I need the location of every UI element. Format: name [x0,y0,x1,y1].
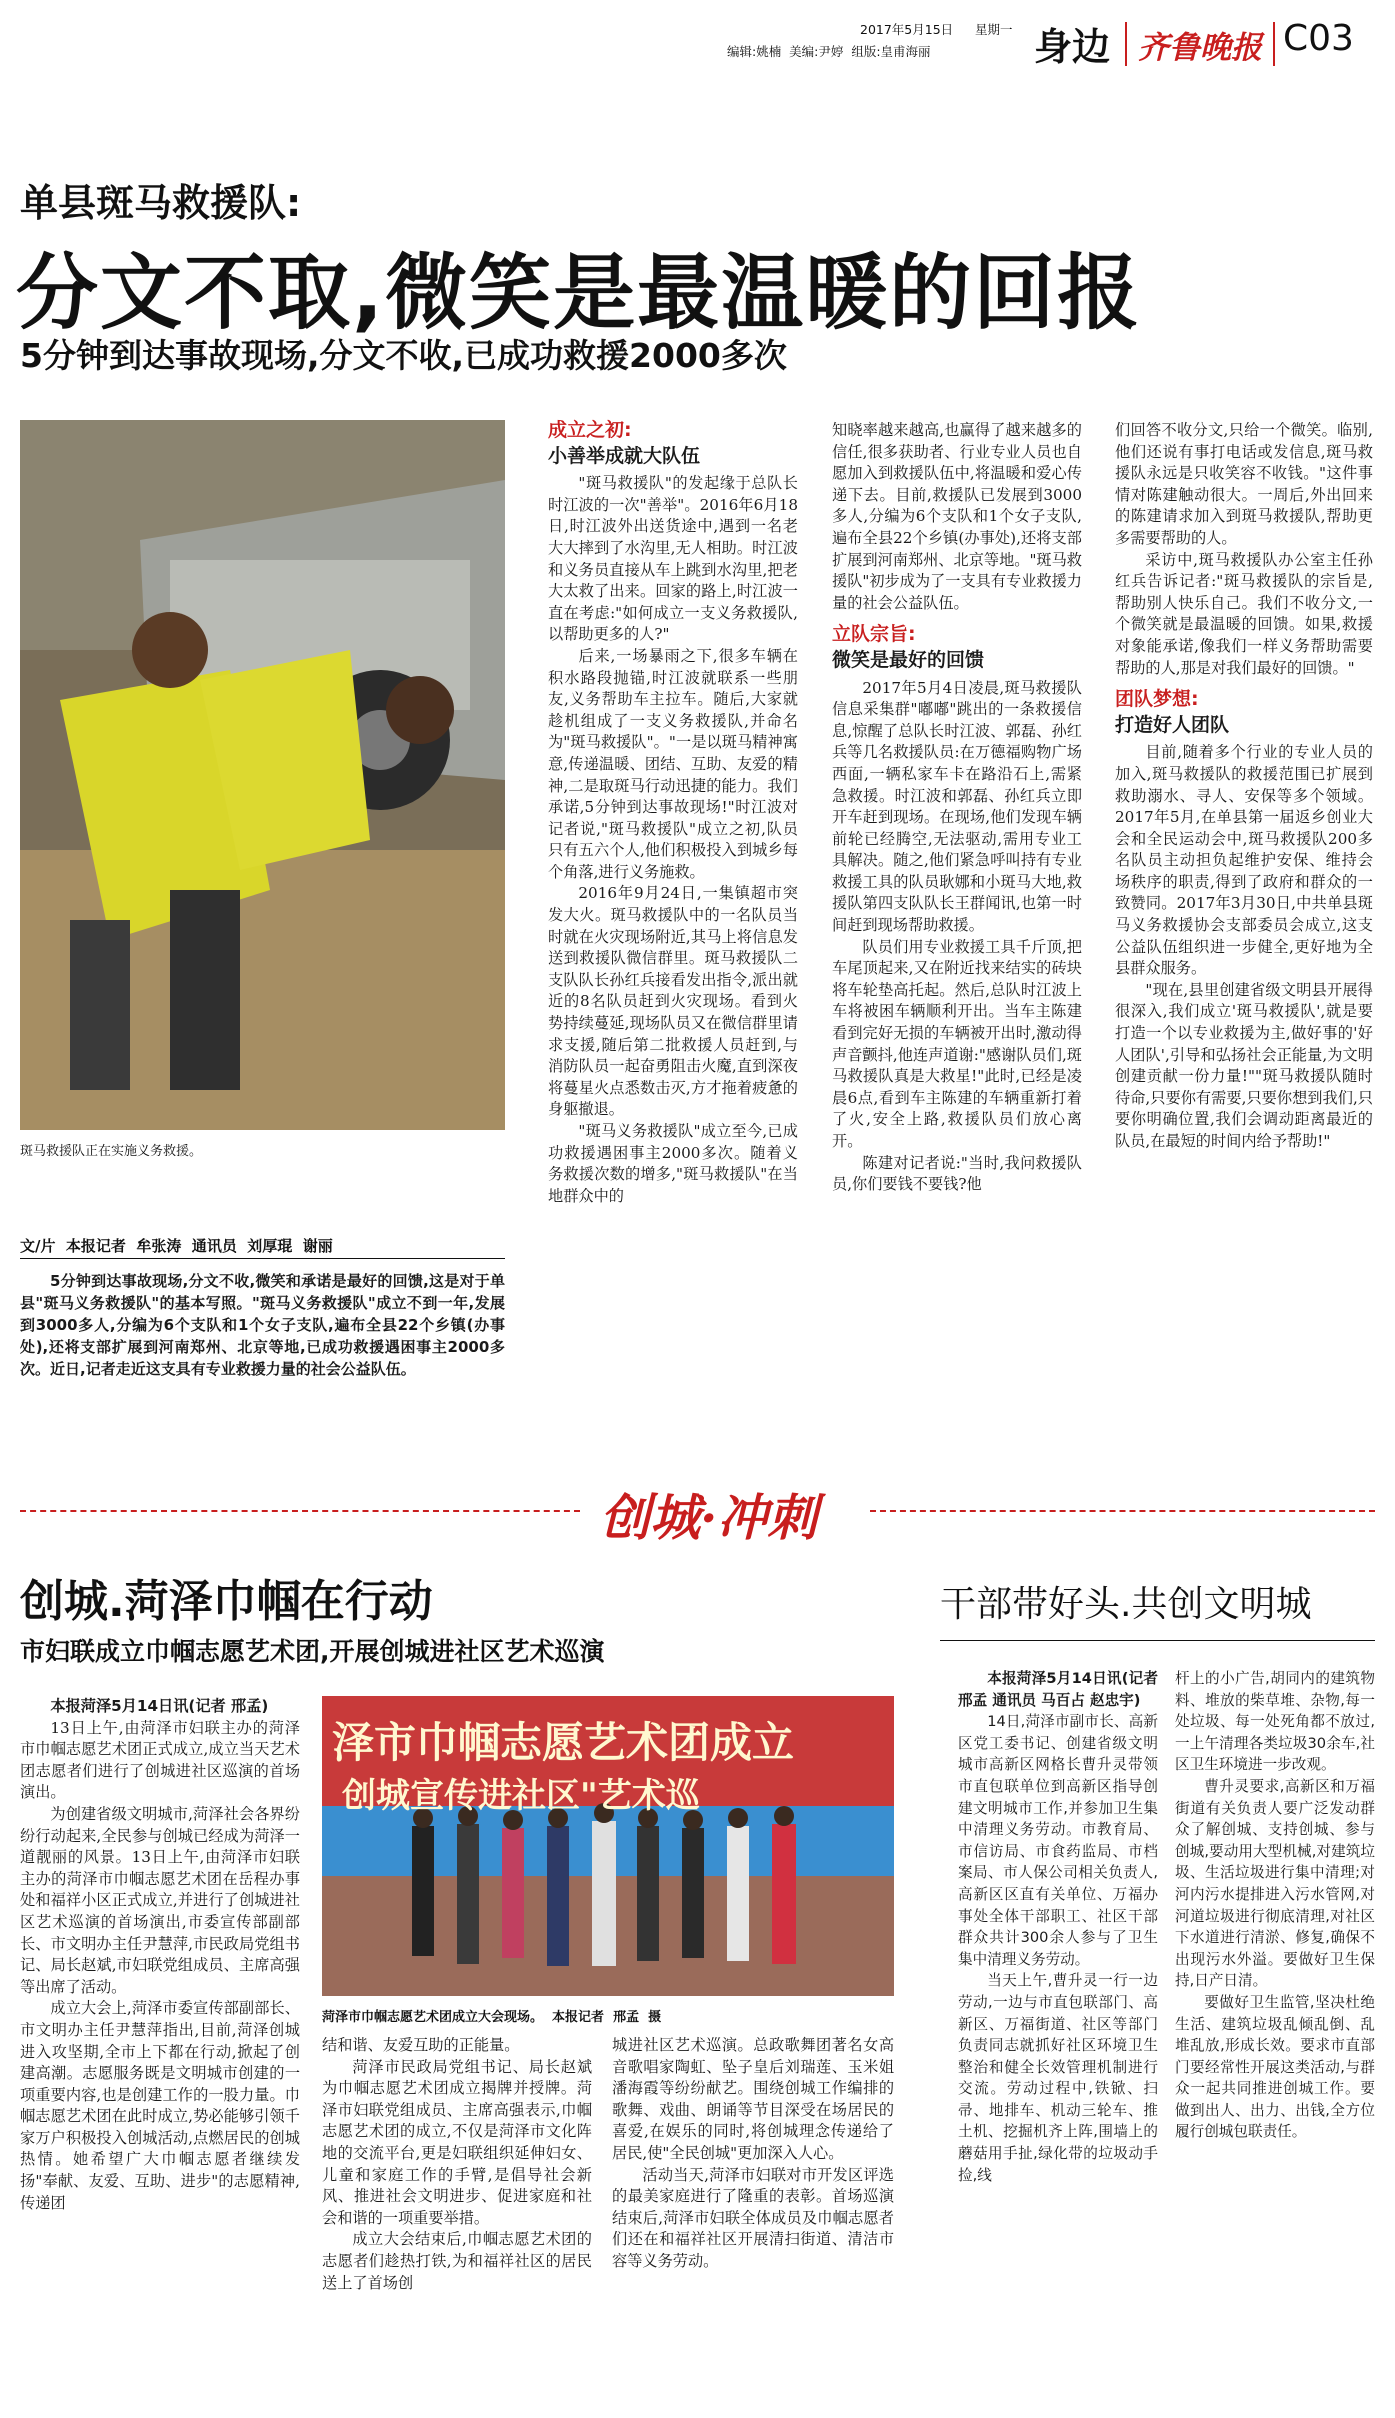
article2-headline: 创城.菏泽巾帼在行动 [20,1576,433,1627]
article1-subheadline: 5分钟到达事故现场,分文不收,已成功救援2000多次 [20,336,787,375]
section3-subtitle: 打造好人团队 [1115,713,1230,736]
header-staff: 编辑:姚楠 美编:尹婷 组版:皇甫海丽 [727,44,931,59]
rescue-photo [20,420,505,1130]
header-divider [1125,22,1127,66]
paragraph: "现在,县里创建省级文明县开展得很深入,我们成立'斑马救援队',就是要打造一个以专业救援为主,做好事的'好人团队',引导和弘扬社会正能量,为文明创建贡献一份力量!""斑马救援队随时待命,只要你有需要,只要你想到我们,只要你明确位置,我们会调动距离最近的队员,在最短的时间内给予帮助!" [1115,980,1373,1150]
article2-subheadline: 市妇联成立巾帼志愿艺术团,开展创城进社区艺术巡演 [20,1637,605,1666]
article3-headline: 干部带好头.共创文明城 [940,1584,1312,1625]
ceremony-photo [322,1696,894,1996]
section1-title: 成立之初: [548,419,632,441]
paragraph: 后来,一场暴雨之下,很多车辆在积水路段抛锚,时江波就联系一些朋友,义务帮助车主拉车。随后,大家就趁机组成了一支义务救援队,并命名为"斑马救援队"。"一是以斑马精神寓意,传递温暖、团结、互助、友爱的精神,二是取斑马行动迅捷的能力。我们承诺,5分钟到达事故现场!"时江波对记者说,"斑马救援队"成立之初,队员只有五六个人,他们积极投入到城乡每个角落,进行义务施救。 [548,646,798,881]
paragraph: 曹升灵要求,高新区和万福街道有关负责人要广泛发动群众了解创城、支持创城、参与创城,要动用大型机械,对建筑垃圾、生活垃圾进行集中清理;对河内污水提排进入污水管网,对河道垃圾进行彻底清理,对社区下水道进行清淤、修复,确保不出现污水外溢。要做好卫生保持,日产日清。 [1175,1777,1375,1990]
paragraph: 活动当天,菏泽市妇联对市开发区评选的最美家庭进行了隆重的表彰。首场巡演结束后,菏泽市妇联全体成员及巾帼志愿者们还在和福祥社区开展清扫街道、清洁市容等义务劳动。 [612,2165,894,2270]
article3-dateline: 本报菏泽5月14日讯(记者 邢孟 通讯员 马百占 赵忠宇) [958,1670,1158,1709]
header-page-number: C03 [1283,18,1354,59]
paragraph: 2017年5月4日凌晨,斑马救援队信息采集群"嘟嘟"跳出的一条救援信息,惊醒了总队长时江波、郭磊、孙红兵等几名救援队员:在万德福购物广场西面,一辆私家车卡在路沿石上,需紧急救援。时江波和郭磊、孙红兵立即开车赶到现场。在现场,他们发现车辆前轮已经腾空,无法驱动,需用专业工具解决。随之,他们紧急呼叫持有专业救援工具的队员耿娜和小斑马大地,救援队第四支队队长王群闻讯,也第一时间赶到现场帮助救援。 [832,678,1082,935]
header-divider-2 [1273,22,1275,66]
section3-title: 团队梦想: [1115,688,1199,711]
lead-paragraph: 5分钟到达事故现场,分文不收,微笑和承诺是最好的回馈,这是对于单县"斑马义务救援队"的基本写照。"斑马义务救援队"成立不到一年,发展到3000多人,分编为6个支队和1个女子支队,遍布全县22个乡镇(办事处),还将支部扩展到河南郑州、北京等地,已成功救援遇困事主2000多次。近日,记者走近这支具有专业救援力量的社会公益队伍。 [20,1272,505,1378]
article3-col1 [958,1668,1158,2186]
article1-col2 [832,420,1082,1196]
article3-col2 [1175,1668,1375,2143]
paragraph: "斑马义务救援队"成立至今,已成功救援遇困事主2000多次。随着义务救援次数的增多,"斑马救援队"在当地群众中的 [548,1122,798,1205]
article1-lead [20,1270,505,1380]
header-section: 身边 [1034,25,1111,69]
paragraph: 成立大会结束后,巾帼志愿艺术团的志愿者们趁热打铁,为和福祥社区的居民送上了首场创 [322,2230,592,2292]
paragraph: "斑马救援队"的发起缘于总队长时江波的一次"善举"。2016年6月18日,时江波外出送货途中,遇到一名老大大摔到了水沟里,无人相助。时江波和义务员直接从车上跳到水沟里,把老大太救了出来。回家的路上,时江波一直在考虑:"如何成立一支义务救援队,以帮助更多的人?" [548,474,798,644]
article1-col1 [548,420,798,1207]
paragraph: 成立大会上,菏泽市委宣传部副部长、市文明办主任尹慧萍指出,目前,菏泽创城进入攻坚期,全市上下都在行动,掀起了创建高潮。志愿服务既是文明城市创建的一项重要内容,也是创建工作的一股力量。巾帼志愿艺术团在此时成立,势必能够引领千家万户积极投入创城活动,点燃居民的创城热情。她希望广大巾帼志愿者继续发扬"奉献、友爱、互助、进步"的志愿精神,传递团 [20,1999,300,2212]
article1-byline: 文/片 本报记者 牟张涛 通讯员 刘厚琨 谢丽 [20,1237,333,1255]
byline-rule [20,1258,505,1259]
article2-col1 [20,1696,300,2214]
header-paper-logo: 齐鲁晚报 [1138,30,1262,66]
paragraph: 13日上午,由菏泽市妇联主办的菏泽市巾帼志愿艺术团正式成立,成立当天艺术团志愿者们进行了创城进社区巡演的首场演出。 [20,1718,300,1802]
paragraph: 结和谐、友爱互助的正能量。 [322,2036,520,2054]
article3-rule [940,1640,1375,1641]
rescue-photo-illustration [20,420,505,1130]
article2-dateline: 本报菏泽5月14日讯(记者 邢孟) [50,1697,269,1715]
paragraph: 陈建对记者说:"当时,我问救援队员,你们要钱不要钱?他 [832,1153,1082,1194]
section2-subtitle: 微笑是最好的回馈 [832,648,985,671]
paragraph: 采访中,斑马救援队办公室主任孙红兵告诉记者:"斑马救援队的宗旨是,帮助别人快乐自己。我们不收分文,一个微笑就是最温暖的回馈。如果,救援对象能承诺,像我们一样义务帮助需要帮助的人,那是对我们最好的回馈。" [1115,550,1373,677]
ceremony-banner-line2: 创城宣传进社区"艺术巡 [342,1776,700,1816]
ceremony-photo-caption: 菏泽市巾帼志愿艺术团成立大会现场。 本报记者 邢孟 摄 [322,2010,662,2025]
rescue-photo-caption: 斑马救援队正在实施义务救援。 [20,1144,203,1159]
paragraph: 杆上的小广告,胡同内的建筑物料、堆放的柴草堆、杂物,每一处垃圾、每一处死角都不放过,一上午清理各类垃圾30余车,社区卫生环境进一步改观。 [1175,1670,1375,1774]
paragraph: 目前,随着多个行业的专业人员的加入,斑马救援队的救援范围已扩展到救助溺水、寻人、安保等多个领域。2017年5月,在单县第一届返乡创业大会和全民运动会中,斑马救援队200多名队员主动担负起维护安保、维持会场秩序的职责,得到了政府和群众的一致赞同。2017年3月30日,中共单县斑马义务救援协会支部委员会成立,这支公益队伍组织进一步健全,更好地为全县群众服务。 [1115,743,1373,978]
article1-col3 [1115,420,1373,1153]
paragraph: 菏泽市民政局党组书记、局长赵斌为巾帼志愿艺术团成立揭牌并授牌。菏泽市妇联党组成员、主席高强表示,巾帼志愿艺术团的成立,不仅是菏泽市文化阵地的交流平台,更是妇联组织延伸妇女、儿童和家庭工作的手臂,是倡导社会新风、推进社会文明进步、促进家庭和社会和谐的一项重要举措。 [322,2057,592,2227]
page-header [0,0,1395,70]
paragraph: 知晓率越来越高,也赢得了越来越多的信任,很多获助者、行业专业人员也自愿加入到救援队伍中,将温暖和爱心传递下去。目前,救援队已发展到3000多人,分编为6个支队和1个女子支队,遍布全县22个乡镇(办事处),还将支部扩展到河南郑州、北京等地。"斑马救援队"初步成为了一支具有专业救援力量的社会公益队伍。 [832,421,1082,612]
banner-title: 创城·冲刺 [600,1488,818,1547]
paragraph: 当天上午,曹升灵一行一边劳动,一边与市直包联部门、高新区、万福街道、社区等部门负责同志就抓好社区环境卫生整治和健全长效管理机制进行交流。劳动过程中,铁锨、扫帚、地排车、机动三轮车、推土机、挖掘机齐上阵,围墙上的蘑菇用手扯,绿化带的垃圾动手捡,线 [958,1972,1158,2184]
header-weekday: 星期一 [975,22,1013,37]
paragraph: 14日,菏泽市副市长、高新区党工委书记、创建省级文明城市高新区网格长曹升灵带领市直包联单位到高新区指导创建文明城市工作,并参加卫生集中清理义务劳动。市教育局、市信访局、市食药监局、市档案局、市人保公司相关负责人,高新区区直有关单位、万福办事处全体干部职工、社区干部群众共计300余人参与了卫生集中清理义务劳动。 [958,1713,1158,1968]
paragraph: 们回答不收分文,只给一个微笑。临别,他们还说有事打电话或发信息,斑马救援队永远是只收笑容不收钱。"这件事情对陈建触动很大。一周后,外出回来的陈建请求加入到斑马救援队,帮助更多需要帮助的人。 [1115,421,1373,547]
paragraph: 为创建省级文明城市,菏泽社会各界纷纷行动起来,全民参与创城已经成为菏泽一道靓丽的风景。13日上午,由菏泽市妇联主办的菏泽市巾帼志愿艺术团在岳程办事处和福祥小区正式成立,并进行了创城进社区艺术巡演的首场演出,市委宣传部副部长、市文明办主任尹慧萍,市民政局党组书记、局长赵斌,市妇联党组成员、主席高强等出席了活动。 [20,1804,300,1996]
header-date: 2017年5月15日 [860,22,954,37]
banner-rule-left [20,1510,580,1512]
article2-col3 [612,2035,894,2273]
article1-kicker: 单县斑马救援队: [20,181,302,225]
banner-rule-right [870,1510,1375,1512]
paragraph: 队员们用专业救援工具千斤顶,把车尾顶起来,又在附近找来结实的砖块将车轮垫高托起。然后,总队时江波上车将被困车辆顺利开出。当车主陈建看到完好无损的车辆被开出时,激动得声音颤抖,他连声道谢:"感谢队员们,斑马救援队真是大救星!"此时,已经是凌晨6点,看到车主陈建的车辆重新打着了火,安全上路,救援队员们放心离开。 [832,937,1082,1150]
ceremony-banner-line1: 泽市巾帼志愿艺术团成立 [332,1718,795,1767]
paragraph: 要做好卫生监管,坚决杜绝生活、建筑垃圾乱倾乱倒、乱堆乱放,形成长效。要求市直部门要经常性开展这类活动,与群众一起共同推进创城工作。要做到出人、出力、出钱,全方位履行创城包联责任。 [1175,1993,1375,2141]
paragraph: 城进社区艺术巡演。总政歌舞团著名女高音歌唱家陶虹、坠子皇后刘瑞莲、玉米姐潘海霞等纷纷献艺。围绕创城工作编排的歌舞、戏曲、朗诵等节目深受在场居民的喜爱,在娱乐的同时,将创城理念传递给了居民,使"全民创城"更加深入人心。 [612,2036,894,2162]
article1-headline: 分文不取,微笑是最温暖的回报 [16,246,1142,341]
article2-col2 [322,2035,592,2294]
paragraph: 2016年9月24日,一集镇超市突发大火。斑马救援队中的一名队员当时就在火灾现场附近,其马上将信息发送到救援队微信群里。斑马救援队二支队队长孙红兵接看发出指令,派出就近的8名队员赶到火灾现场。看到火势持续蔓延,现场队员又在微信群里请求支援,随后第二批救援人员赶到,与消防队员一起奋勇阻击火魔,直到深夜将蔓星火点悉数击灭,方才拖着疲惫的身躯撤退。 [548,884,798,1119]
section2-title: 立队宗旨: [832,623,916,646]
section1-subtitle: 小善举成就大队伍 [548,444,701,467]
